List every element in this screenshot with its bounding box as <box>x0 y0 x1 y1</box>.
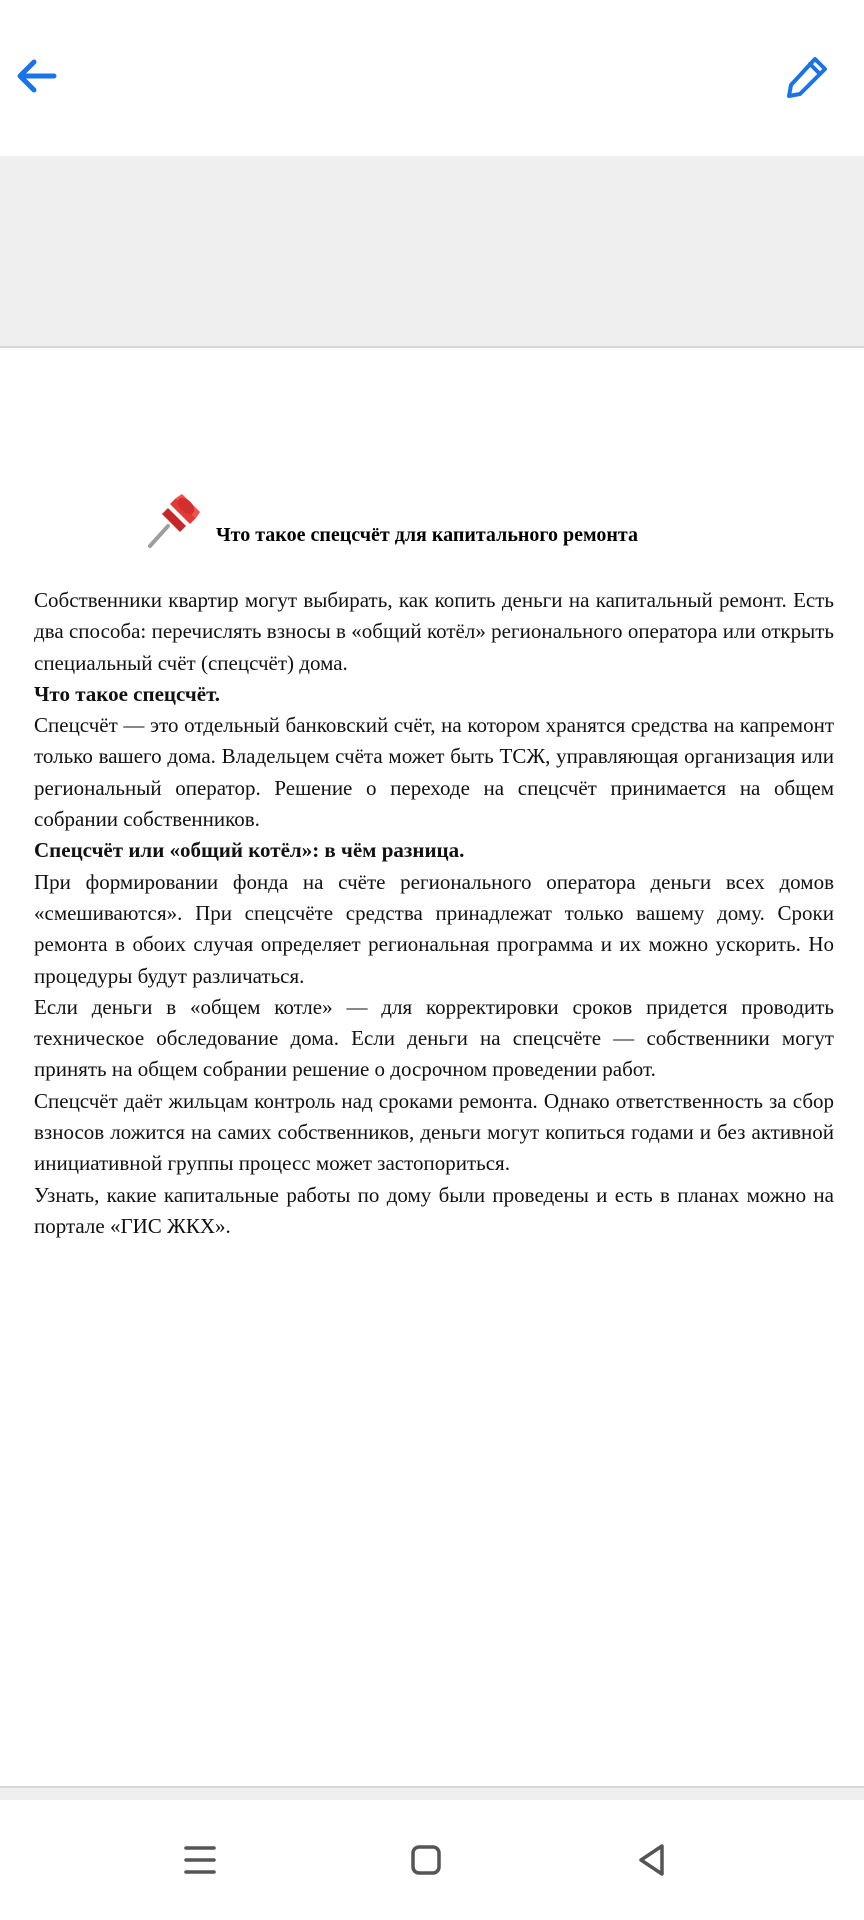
back-button[interactable] <box>6 46 66 106</box>
paragraph: Если деньги в «общем котле» — для корректировки сроков придется проводить техническое обследование дома. Если деньги на спецсчёте — собственники могут принять на общем собрании решение о досрочном проведении работ. <box>34 994 834 1082</box>
document-body <box>34 585 834 1242</box>
paragraph: Спецсчёт даёт жильцам контроль над сроками ремонта. Однако ответственность за сбор взносов ложится на самих собственников, деньги могут копиться годами и без активной инициативной группы процесс может застопориться. <box>34 1088 834 1176</box>
edit-button[interactable] <box>778 46 838 106</box>
top-app-bar <box>0 0 864 156</box>
recent-apps-icon <box>180 1840 220 1880</box>
document-title: Что такое спецсчёт для капитального ремонта <box>216 524 638 546</box>
home-square-icon <box>406 1840 446 1880</box>
pushpin-icon <box>140 488 206 554</box>
nav-back-triangle-icon <box>632 1840 672 1880</box>
header-band <box>0 156 864 348</box>
section-heading: Спецсчёт или «общий котёл»: в чём разница. <box>34 838 465 863</box>
paragraph: Узнать, какие капитальные работы по дому были проведены и есть в планах можно на портале «ГИС ЖКХ». <box>34 1182 834 1238</box>
paragraph: Собственники квартир могут выбирать, как копить деньги на капитальный ремонт. Есть два способа: перечислять взносы в «общий котёл» регионального оператора или открыть специальный счёт (спецсчёт) дома. <box>34 588 834 675</box>
nav-back-button[interactable] <box>622 1830 682 1890</box>
system-navigation-bar <box>0 1800 864 1920</box>
paragraph: Спецсчёт — это отдельный банковский счёт, на котором хранятся средства на капремонт только вашего дома. Владельцем счёта может быть ТСЖ, управляющая организация или региональный оператор. Решение о переходе на спецсчёт принимается на общем собрании собственников. <box>34 713 834 832</box>
document-page <box>0 348 864 1786</box>
arrow-left-icon <box>12 52 60 100</box>
document-title-row <box>140 488 780 558</box>
home-button[interactable] <box>396 1830 456 1890</box>
recent-apps-button[interactable] <box>170 1830 230 1890</box>
pencil-icon <box>785 53 831 99</box>
section-heading: Что такое спецсчёт. <box>34 681 221 706</box>
paragraph: При формировании фонда на счёте регионального оператора деньги всех домов «смешиваются». При спецсчёте средства принадлежат только вашему дому. Сроки ремонта в обоих случая определяет региональная программа и их можно ускорить. Но процедуры будут различаться. <box>34 869 834 988</box>
